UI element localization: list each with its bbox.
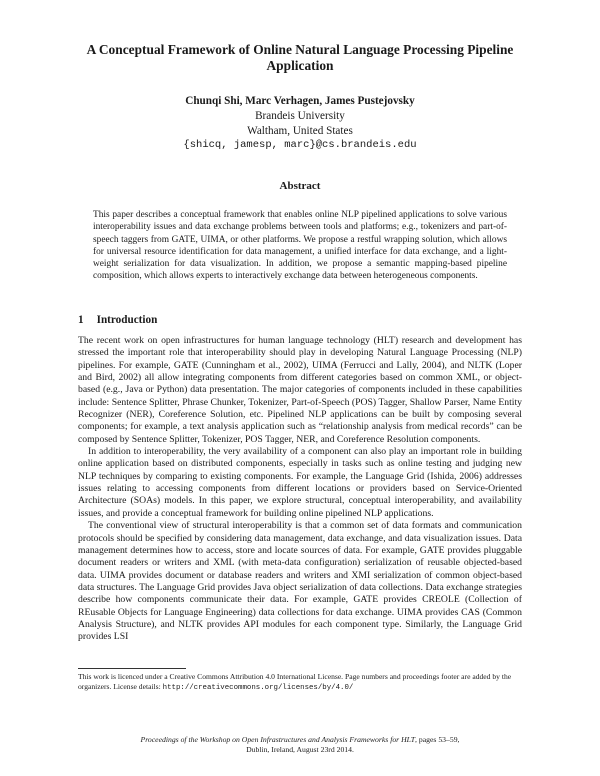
section-title: Introduction xyxy=(96,314,158,326)
proceedings-pages: , pages 53–59, xyxy=(415,735,460,744)
paragraph: The recent work on open infrastructures for human language technology (HLT) research and development has stressed the important role that interoperability should play in developing Natural Language Processing (NLP) pipelines. For example, GATE (Cunningham et al., 2002), UIMA (Ferrucci and Lally, 2004), and NLTK (Loper and Bird, 2002) all allow integrating components from different categories based on common XML, or object-based (e.g., Java or Python) data presentation. The major categories of components included in these capabilities include: Sentence Splitter, Phrase Chunker, Tokenizer, Part-of-Speech (POS) Tagger, Shallow Parser, Name Entity Recognizer (NER), Coreference Solution, etc. Pipelined NLP applications can be built by composing several components; for example, a text analysis application such as “relationship analysis from medical records” can be composed by Sentence Splitter, Tokenizer, POS Tagger, NER, and Coreference Resolution components. xyxy=(78,335,522,445)
paragraph: In addition to interoperability, the very availability of a component can also play an important role in building online application based on distributed components, especially in tasks such as online testing and judging new NLP techniques by comparing to existing components. For example, the Language Grid (Ishida, 2006) addresses issues relating to accessing components from different locations or providers based on Service-Oriented Architecture (SOAs) models. In this paper, we explore structural, conceptual interoperability, and availability issues, and provide a conceptual framework for building online pipelined NLP applications. xyxy=(78,446,522,519)
proceedings-place-date: Dublin, Ireland, August 23rd 2014. xyxy=(246,744,354,754)
proceedings-footer xyxy=(60,735,540,755)
section-number: 1 xyxy=(78,314,84,326)
paper-title: A Conceptual Framework of Online Natural Language Processing Pipeline Application xyxy=(86,42,514,73)
footnote xyxy=(78,672,522,693)
footnote-rule xyxy=(78,668,186,669)
footnote-text: This work is licenced under a Creative Commons Attribution 4.0 International License. Page numbers and proceedings footer are added by the organizers. License details: xyxy=(78,672,512,691)
abstract-heading: Abstract xyxy=(279,180,321,192)
proceedings-title: Proceedings of the Workshop on Open Infrastructures and Analysis Frameworks for HLT xyxy=(140,735,416,744)
author-names: Chunqi Shi, Marc Verhagen, James Pustejovsky xyxy=(185,95,415,107)
author-block xyxy=(60,94,540,153)
affiliation: Brandeis University xyxy=(255,109,345,122)
section-heading xyxy=(78,314,157,326)
location: Waltham, United States xyxy=(247,124,353,137)
section-body xyxy=(78,335,522,644)
author-emails: {shicq, jamesp, marc}@cs.brandeis.edu xyxy=(183,139,417,152)
paragraph: The conventional view of structural interoperability is that a common set of data formats and communication protocols should be specified by considering data management, data exchange, and data visualization issues. Data management determines how to access, store and locate sources of data. For example, GATE provides pluggable document readers or writers and XML (with meta-data configuration) serialization of reusable objected-based data. UIMA provides document or database readers and writers and XMI serialization of common object-based data structures. The Language Grid provides Java object serialization of data collections. Data exchange strategies describe how components communicate their data. For example, GATE provides CREOLE (Collection of REusable Objects for Language Engineering) data collections for data exchange. UIMA provides CAS (Common Analysis Structure), and NLTK provides API modules for each component type. Similarly, the Language Grid provides LSI xyxy=(78,520,522,643)
abstract-text: This paper describes a conceptual framework that enables online NLP pipelined applications to solve various interoperability issues and data exchange problems between tools and platforms; e.g., tokenizers and part-of-speech taggers from GATE, UIMA, or other platforms. We propose a restful wrapping solution, which allows for universal resource identification for data management, a unified interface for data exchange, and a light-weight serialization for data visualization. In addition, we propose a semantic mapping-based pipeline composition, which allows experts to interactively exchange data between heterogeneous components. xyxy=(93,210,507,282)
license-link[interactable]: http://creativecommons.org/licenses/by/4.0/ xyxy=(162,684,354,692)
